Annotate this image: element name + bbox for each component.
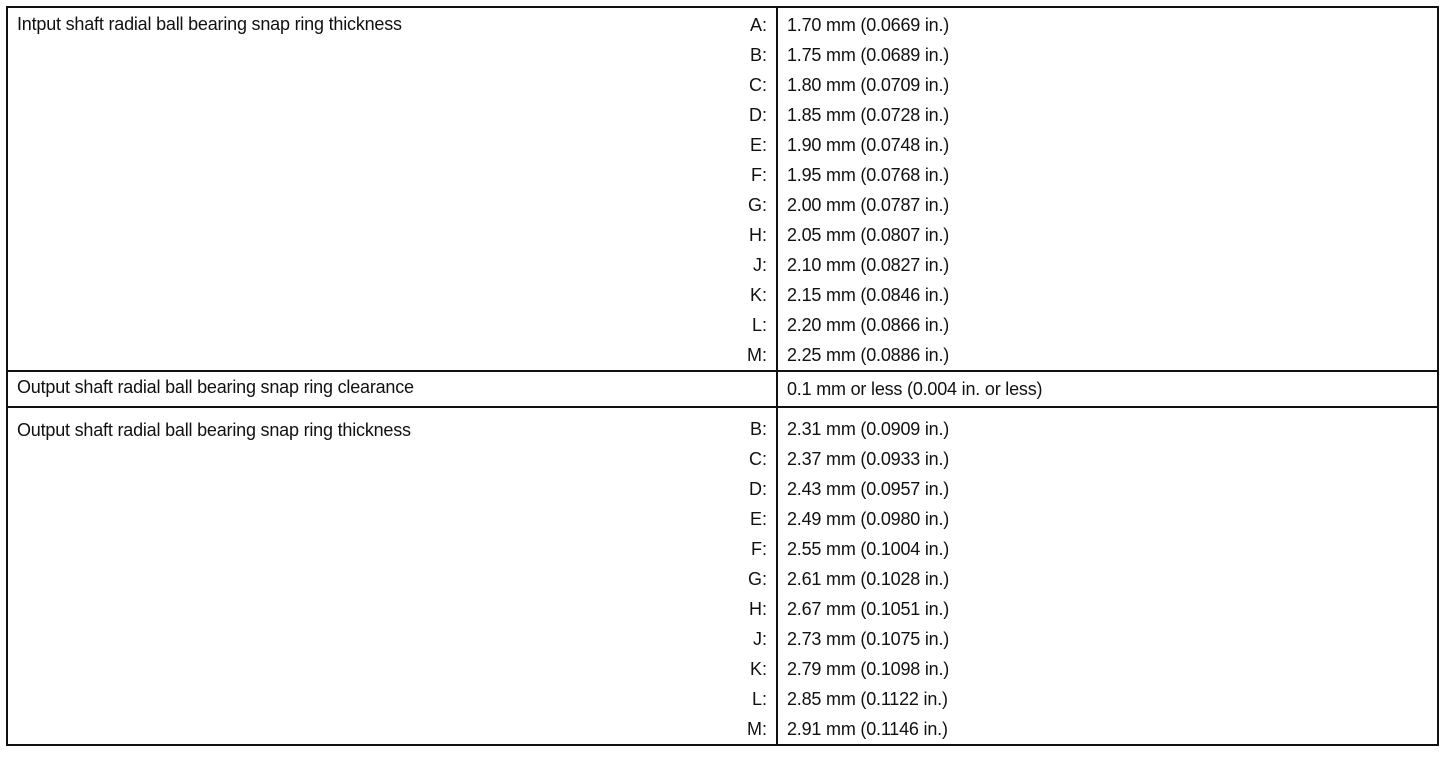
thickness-value: 2.85 mm (0.1122 in.) xyxy=(787,689,948,709)
size-code: C: xyxy=(749,449,767,469)
thickness-value: 2.05 mm (0.0807 in.) xyxy=(787,225,950,245)
thickness-value: 2.55 mm (0.1004 in.) xyxy=(787,539,950,559)
thickness-value: 2.49 mm (0.0980 in.) xyxy=(787,509,950,529)
size-code: M: xyxy=(747,719,767,739)
thickness-value: 2.91 mm (0.1146 in.) xyxy=(787,719,948,739)
input-shaft-snap-ring-thickness-section xyxy=(8,8,1437,372)
thickness-value: 1.70 mm (0.0669 in.) xyxy=(787,15,950,35)
size-code xyxy=(728,372,767,402)
thickness-value-column xyxy=(776,8,1437,370)
thickness-value: 2.20 mm (0.0866 in.) xyxy=(787,315,950,335)
thickness-value: 2.37 mm (0.0933 in.) xyxy=(787,449,950,469)
output-shaft-snap-ring-clearance-section xyxy=(8,372,1437,408)
thickness-value: 2.67 mm (0.1051 in.) xyxy=(787,599,950,619)
size-code: K: xyxy=(749,659,767,679)
size-code: H: xyxy=(749,225,767,245)
size-code: H: xyxy=(749,599,767,619)
output-shaft-snap-ring-thickness-section xyxy=(8,408,1437,744)
size-code: F: xyxy=(751,165,767,185)
size-code: E: xyxy=(749,135,767,155)
size-code: M: xyxy=(747,345,767,365)
spec-table xyxy=(6,6,1439,746)
thickness-value: 2.00 mm (0.0787 in.) xyxy=(787,195,950,215)
size-code: G: xyxy=(747,569,767,589)
thickness-value: 1.80 mm (0.0709 in.) xyxy=(787,75,950,95)
thickness-value: 1.95 mm (0.0768 in.) xyxy=(787,165,950,185)
thickness-value: 1.90 mm (0.0748 in.) xyxy=(787,135,950,155)
clearance-value: 0.1 mm or less (0.004 in. or less) xyxy=(787,379,1043,399)
size-code: J: xyxy=(752,629,767,649)
size-code: D: xyxy=(749,105,767,125)
section-description: Output shaft radial ball bearing snap ring thickness xyxy=(17,420,411,440)
size-code: J: xyxy=(752,255,767,275)
size-code: L: xyxy=(751,315,767,335)
thickness-value: 2.31 mm (0.0909 in.) xyxy=(787,419,950,439)
section-description: Output shaft radial ball bearing snap ring clearance xyxy=(17,377,414,397)
size-code: K: xyxy=(749,285,767,305)
size-code-column xyxy=(728,8,776,370)
thickness-value: 1.85 mm (0.0728 in.) xyxy=(787,105,950,125)
clearance-value-column xyxy=(776,372,1437,406)
size-code: L: xyxy=(751,689,767,709)
size-code-column xyxy=(728,372,776,406)
section-description: Intput shaft radial ball bearing snap ring thickness xyxy=(17,14,402,34)
size-code: C: xyxy=(749,75,767,95)
size-code: G: xyxy=(747,195,767,215)
size-code: F: xyxy=(751,539,767,559)
thickness-value: 2.61 mm (0.1028 in.) xyxy=(787,569,950,589)
thickness-value: 2.79 mm (0.1098 in.) xyxy=(787,659,950,679)
size-code-column xyxy=(728,408,776,744)
size-code: D: xyxy=(749,479,767,499)
thickness-value: 2.73 mm (0.1075 in.) xyxy=(787,629,950,649)
thickness-value: 2.10 mm (0.0827 in.) xyxy=(787,255,950,275)
size-code: A: xyxy=(749,15,767,35)
thickness-value: 2.43 mm (0.0957 in.) xyxy=(787,479,950,499)
size-code: B: xyxy=(749,419,767,439)
size-code: E: xyxy=(749,509,767,529)
thickness-value-column xyxy=(776,408,1437,744)
thickness-value: 1.75 mm (0.0689 in.) xyxy=(787,45,950,65)
size-code: B: xyxy=(749,45,767,65)
thickness-value: 2.25 mm (0.0886 in.) xyxy=(787,345,950,365)
thickness-value: 2.15 mm (0.0846 in.) xyxy=(787,285,950,305)
